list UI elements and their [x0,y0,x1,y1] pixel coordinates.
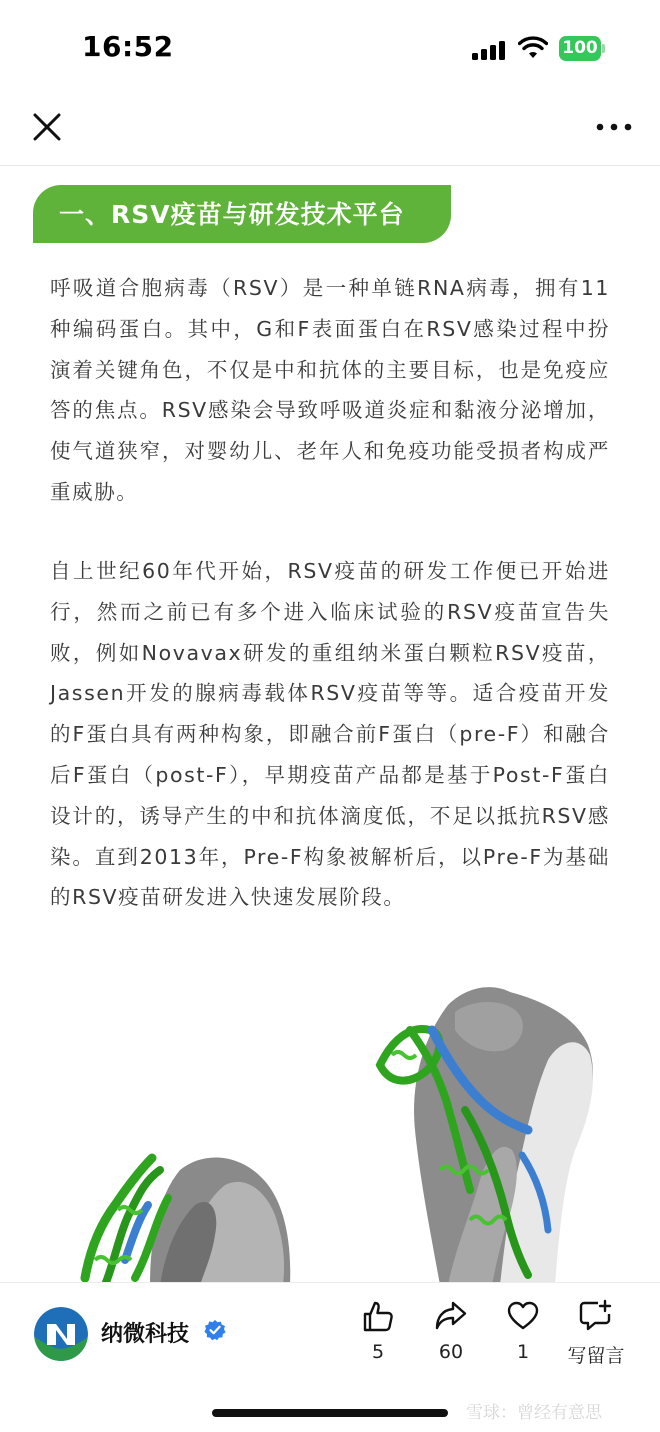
close-icon[interactable] [30,110,64,144]
bottom-action-bar [0,1282,660,1432]
battery-icon [559,36,605,62]
rsv-protein-structure-image [0,960,660,1285]
watermark: 雪球：曾经有意思 [466,1403,602,1423]
verified-badge-icon [204,1319,226,1341]
share-count: 60 [438,1341,464,1363]
cellular-signal-icon [472,38,506,60]
section-header-banner [33,185,451,243]
favorite-count: 1 [516,1341,530,1363]
like-count: 5 [371,1341,385,1363]
comment-add-icon [578,1299,614,1333]
home-indicator [212,1409,448,1417]
author-name[interactable]: 纳微科技 [101,1322,190,1347]
article-paragraph-2: 自上世纪60年代开始，RSV疫苗的研发工作便已开始进行，然而之前已有多个进入临床试验的RSV疫苗宣告失败，例如Novavax研发的重组纳米蛋白颗粒RSV疫苗，Jassen开发的腺病毒载体RSV疫苗等等。适合疫苗开发的F蛋白具有两种构象，即融合前F蛋白（pre-F）和融合后F蛋白（post-F），早期疫苗产品都是基于Post-F蛋白设计的，诱导产生的中和抗体滴度低，不足以抵抗RSV感染。直到2013年，Pre-F构象被解析后，以Pre-F为基础的RSV疫苗研发进入快速发展阶段。 [50,559,610,910]
status-time: 16:52 [82,30,174,63]
battery-level: 100 [559,36,601,61]
thumbs-up-icon [361,1299,395,1333]
top-nav-bar [0,95,660,166]
more-icon[interactable] [594,120,634,134]
share-button[interactable] [421,1299,481,1379]
wifi-icon [518,36,548,60]
section-title: 一、RSV疫苗与研发技术平台 [59,200,405,229]
status-bar [0,0,660,95]
heart-icon [506,1299,540,1333]
like-button[interactable] [348,1299,408,1379]
article-paragraph-1: 呼吸道合胞病毒（RSV）是一种单链RNA病毒，拥有11种编码蛋白。其中，G和F表面蛋白在RSV感染过程中扮演着关键角色，不仅是中和抗体的主要目标，也是免疫应答的焦点。RSV感染会导致呼吸道炎症和黏液分泌增加，使气道狭窄，对婴幼儿、老年人和免疫功能受损者构成严重威胁。 [50,276,610,504]
write-comment-label: 写留言 [567,1345,625,1367]
share-icon [434,1299,468,1333]
favorite-button[interactable] [493,1299,553,1379]
write-comment-button[interactable] [558,1299,634,1379]
author-avatar[interactable] [34,1307,88,1361]
